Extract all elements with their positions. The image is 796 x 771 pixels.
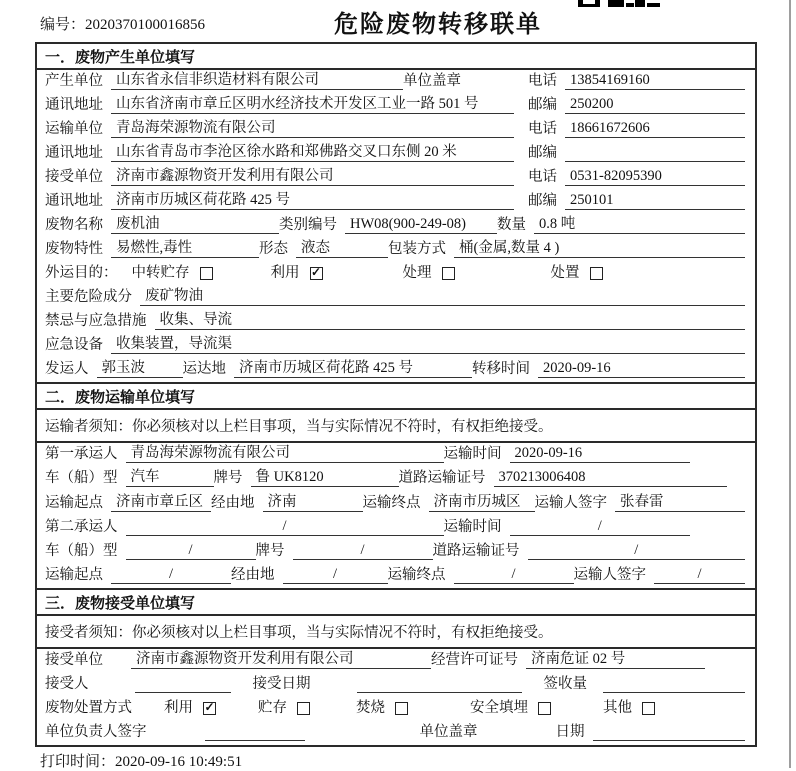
qr-code-fragment	[578, 0, 662, 8]
label-zip: 邮编	[528, 193, 557, 209]
spacer	[97, 692, 135, 693]
form-row	[37, 540, 755, 564]
first-carrier-value: 青岛海荣源物流有限公司	[126, 444, 444, 463]
label-via: 经由地	[231, 567, 275, 584]
label-license-number: 经营许可证号	[431, 652, 518, 669]
manifest-table	[35, 42, 757, 747]
waste-form-value: 液态	[296, 239, 388, 258]
section-header-text: 二．废物运输单位填写	[45, 389, 196, 406]
checkbox-treat	[442, 267, 455, 280]
label-disposal-utilize: 利用	[164, 700, 193, 717]
section-header-transporter	[37, 384, 755, 410]
form-row	[37, 214, 755, 238]
producer-unit-value: 山东省永信非织造材料有限公司	[111, 71, 403, 90]
form-row	[37, 721, 755, 745]
label-terminal: 运输终点	[362, 494, 421, 511]
transport-date-value: 2020-09-16	[510, 444, 691, 463]
label-waste-property: 废物特性	[45, 241, 103, 257]
form-row	[37, 491, 755, 515]
checkbox-landfill	[538, 702, 551, 715]
receiver-address-value: 济南市历城区荷花路 425 号	[111, 191, 514, 210]
second-carrier-value: /	[126, 517, 444, 536]
label-origin: 运输起点	[45, 567, 103, 584]
second-road-permit-value: /	[528, 541, 746, 560]
label-accept-unit: 接受单位	[45, 652, 103, 669]
label-transport-date: 运输时间	[443, 518, 502, 535]
accepted-by-value	[135, 674, 231, 693]
spacer	[213, 281, 271, 282]
main-hazard-value: 废矿物油	[140, 287, 745, 306]
spacer	[319, 692, 357, 693]
spacer	[514, 209, 528, 210]
print-time-value: 2020-09-16 10:49:51	[115, 754, 243, 770]
second-transport-date-value: /	[510, 517, 691, 536]
form-row	[37, 70, 755, 94]
label-shipper: 发运人	[45, 361, 89, 377]
waste-quantity-value: 0.8 吨	[534, 215, 745, 234]
section-note-receiver	[37, 616, 755, 649]
spacer	[514, 113, 528, 114]
label-producer-unit: 产生单位	[45, 73, 103, 89]
spacer	[231, 692, 253, 693]
label-plate-number: 牌号	[213, 470, 243, 487]
label-storage: 贮存	[258, 700, 287, 717]
transporter-zip-value	[565, 143, 745, 162]
transporter-unit-value: 青岛海荣源物流有限公司	[111, 119, 514, 138]
origin-value: 济南市章丘区	[111, 493, 211, 512]
form-row	[37, 142, 755, 166]
label-accepted-by: 接受人	[45, 676, 89, 693]
label-dispose: 处置	[550, 265, 580, 281]
page-title: 危险废物转移联单	[334, 12, 542, 38]
packing-value: 桶(金属,数量 4 )	[454, 239, 745, 258]
spacer	[595, 692, 603, 693]
via-value: 济南	[263, 493, 363, 512]
section-header-producer	[37, 44, 755, 70]
second-terminal-value: /	[454, 565, 574, 584]
label-road-permit: 道路运输证号	[398, 470, 486, 487]
label-other: 其他	[603, 700, 632, 717]
doc-number-value: 2020370100016856	[85, 17, 206, 33]
form-row	[37, 334, 755, 358]
label-vehicle-type: 车（船）型	[45, 470, 118, 487]
checkbox-utilize: ✓	[310, 265, 322, 279]
spacer	[690, 535, 745, 536]
emergency-equipment-value: 收集装置，导流渠	[111, 335, 745, 354]
label-phone: 电话	[528, 73, 557, 89]
label-transfer-date: 转移时间	[472, 361, 530, 377]
form-row	[37, 286, 755, 310]
section-note-text: 接受者须知：你必须核对以上栏目事项，当与实际情况不符时，有权拒绝接受。	[45, 625, 553, 642]
qr-block	[608, 0, 624, 7]
label-waste-code: 类别编号	[279, 217, 337, 233]
label-transfer-purpose: 外运目的：	[45, 265, 118, 281]
section-rows-producer	[37, 70, 755, 382]
print-time-label: 打印时间：	[40, 754, 116, 770]
label-unit-seal: 单位盖章	[419, 724, 478, 741]
label-quantity: 数量	[497, 217, 526, 233]
spacer	[305, 740, 420, 741]
form-row	[37, 262, 755, 286]
label-incinerate: 焚烧	[356, 700, 385, 717]
spacer	[514, 185, 528, 186]
transporter-phone-value: 18661672606	[565, 119, 745, 138]
label-address: 通讯地址	[45, 193, 103, 209]
form-row	[37, 166, 755, 190]
checkbox-incinerate	[395, 702, 408, 715]
label-vehicle-type: 车（船）型	[45, 542, 118, 559]
accept-unit-value: 济南市鑫源物资开发利用有限公司	[131, 650, 431, 669]
label-zip: 邮编	[528, 145, 557, 161]
form-row	[37, 516, 755, 540]
qr-block	[635, 0, 645, 7]
label-phone: 电话	[528, 169, 557, 185]
form-row	[37, 358, 755, 382]
section-rows-receiver	[37, 649, 755, 745]
spacer	[408, 716, 470, 717]
label-responsible-signature: 单位负责人签字	[45, 724, 147, 741]
label-emergency-measures: 禁忌与应急措施	[45, 313, 147, 329]
producer-address-value: 山东省济南市章丘区明水经济技术开发区工业一路 501 号	[111, 95, 514, 114]
accept-date-value	[357, 674, 522, 693]
checkbox-disposal-utilize: ✓	[204, 700, 215, 715]
transporter-address-value: 山东省青岛市李沧区徐水路和郑佛路交叉口东侧 20 米	[111, 143, 514, 162]
section-rows-transporter	[37, 443, 755, 588]
checkbox-other	[642, 702, 655, 715]
second-plate-number-value: /	[293, 541, 433, 560]
label-origin: 运输起点	[45, 494, 103, 511]
section-receiver	[37, 588, 755, 745]
label-emergency-equipment: 应急设备	[45, 337, 103, 353]
label-waste-form: 形态	[259, 241, 288, 257]
label-disposal-method: 废物处置方式	[45, 700, 132, 717]
label-second-carrier: 第二承运人	[45, 518, 118, 535]
label-transit-storage: 中转贮存	[131, 265, 190, 281]
label-accept-date: 接受日期	[252, 676, 311, 693]
spacer	[111, 668, 131, 669]
label-carrier-signature: 运输人签字	[573, 567, 646, 584]
form-row	[37, 673, 755, 697]
terminal-value: 济南市历城区	[429, 493, 535, 512]
spacer	[705, 668, 745, 669]
receive-sign-date-value	[593, 722, 746, 741]
doc-number	[40, 13, 205, 34]
form-row	[37, 94, 755, 118]
emergency-measures-value: 收集、导流	[155, 311, 746, 330]
label-receiver-unit: 接受单位	[45, 169, 103, 185]
qr-block	[647, 3, 660, 7]
label-zip: 邮编	[528, 97, 557, 113]
receiver-unit-value: 济南市鑫源物资开发利用有限公司	[111, 167, 514, 186]
checkbox-transit-storage	[200, 267, 213, 280]
label-address: 通讯地址	[45, 97, 103, 113]
receiver-phone-value: 0531-82095390	[565, 167, 745, 186]
shipper-value: 郭玉波	[97, 359, 183, 378]
section-transporter	[37, 382, 755, 588]
waste-name-value: 废机油	[111, 215, 279, 234]
label-main-hazard: 主要危险成分	[45, 289, 132, 305]
spacer	[551, 716, 603, 717]
spacer	[323, 281, 403, 282]
checkbox-storage	[297, 702, 310, 715]
form-row	[37, 467, 755, 491]
label-unit-seal: 单位盖章	[403, 73, 461, 89]
receiver-zip-value: 250101	[565, 191, 745, 210]
received-amount-value	[603, 674, 745, 693]
section-note-transporter	[37, 410, 755, 443]
transfer-date-value: 2020-09-16	[538, 359, 745, 378]
spacer	[486, 740, 556, 741]
qr-block	[583, 0, 595, 4]
form-row	[37, 310, 755, 334]
vehicle-type-value: 汽车	[126, 468, 214, 487]
form-row	[37, 190, 755, 214]
spacer	[727, 486, 745, 487]
destination-value: 济南市历城区荷花路 425 号	[234, 359, 472, 378]
producer-phone-value: 13854169160	[565, 71, 745, 90]
label-waste-name: 废物名称	[45, 217, 103, 233]
label-via: 经由地	[211, 494, 255, 511]
second-vehicle-type-value: /	[126, 541, 256, 560]
form-row	[37, 238, 755, 262]
checkbox-dispose	[590, 267, 603, 280]
spacer	[155, 740, 205, 741]
road-permit-value: 370213006408	[494, 468, 728, 487]
label-packing: 包装方式	[388, 241, 446, 257]
producer-zip-value: 250200	[565, 95, 745, 114]
spacer	[522, 692, 544, 693]
waste-code-value: HW08(900-249-08)	[345, 215, 497, 234]
label-landfill: 安全填埋	[470, 700, 528, 717]
form-row	[37, 118, 755, 142]
spacer	[140, 716, 164, 717]
section-producer	[37, 44, 755, 382]
doc-number-label: 编号：	[40, 17, 86, 33]
qr-block	[626, 3, 634, 7]
label-address: 通讯地址	[45, 145, 103, 161]
spacer	[455, 281, 551, 282]
spacer	[216, 716, 258, 717]
spacer	[310, 716, 356, 717]
label-treat: 处理	[402, 265, 432, 281]
label-phone: 电话	[528, 121, 557, 137]
label-destination: 运达地	[182, 361, 226, 377]
second-via-value: /	[283, 565, 388, 584]
second-origin-value: /	[111, 565, 231, 584]
label-date: 日期	[555, 724, 585, 741]
responsible-signature-value	[205, 722, 305, 741]
plate-number-value: 鲁 UK8120	[251, 468, 399, 487]
label-terminal: 运输终点	[387, 567, 446, 584]
section-header-text: 一．废物产生单位填写	[45, 49, 196, 66]
label-plate-number: 牌号	[255, 542, 285, 559]
section-header-text: 三．废物接受单位填写	[45, 595, 196, 612]
carrier-signature-value: 张春雷	[615, 493, 745, 512]
section-note-text: 运输者须知：你必须核对以上栏目事项，当与实际情况不符时，有权拒绝接受。	[45, 419, 553, 435]
page-edge-line	[789, 0, 791, 768]
form-row	[37, 564, 755, 588]
form-row	[37, 443, 755, 467]
label-carrier-signature: 运输人签字	[534, 494, 607, 511]
label-transport-date: 运输时间	[443, 446, 502, 463]
spacer	[690, 462, 745, 463]
label-first-carrier: 第一承运人	[45, 446, 118, 463]
label-road-permit: 道路运输证号	[432, 542, 520, 559]
waste-property-value: 易燃性,毒性	[111, 239, 259, 258]
form-row	[37, 649, 755, 673]
label-received-amount: 签收量	[543, 676, 587, 693]
label-transport-unit: 运输单位	[45, 121, 103, 137]
license-number-value: 济南危证 02 号	[526, 650, 705, 669]
spacer	[514, 161, 528, 162]
section-header-receiver	[37, 590, 755, 616]
second-carrier-signature-value: /	[654, 565, 745, 584]
form-row	[37, 697, 755, 721]
spacer	[514, 137, 528, 138]
label-utilize: 利用	[270, 265, 300, 281]
